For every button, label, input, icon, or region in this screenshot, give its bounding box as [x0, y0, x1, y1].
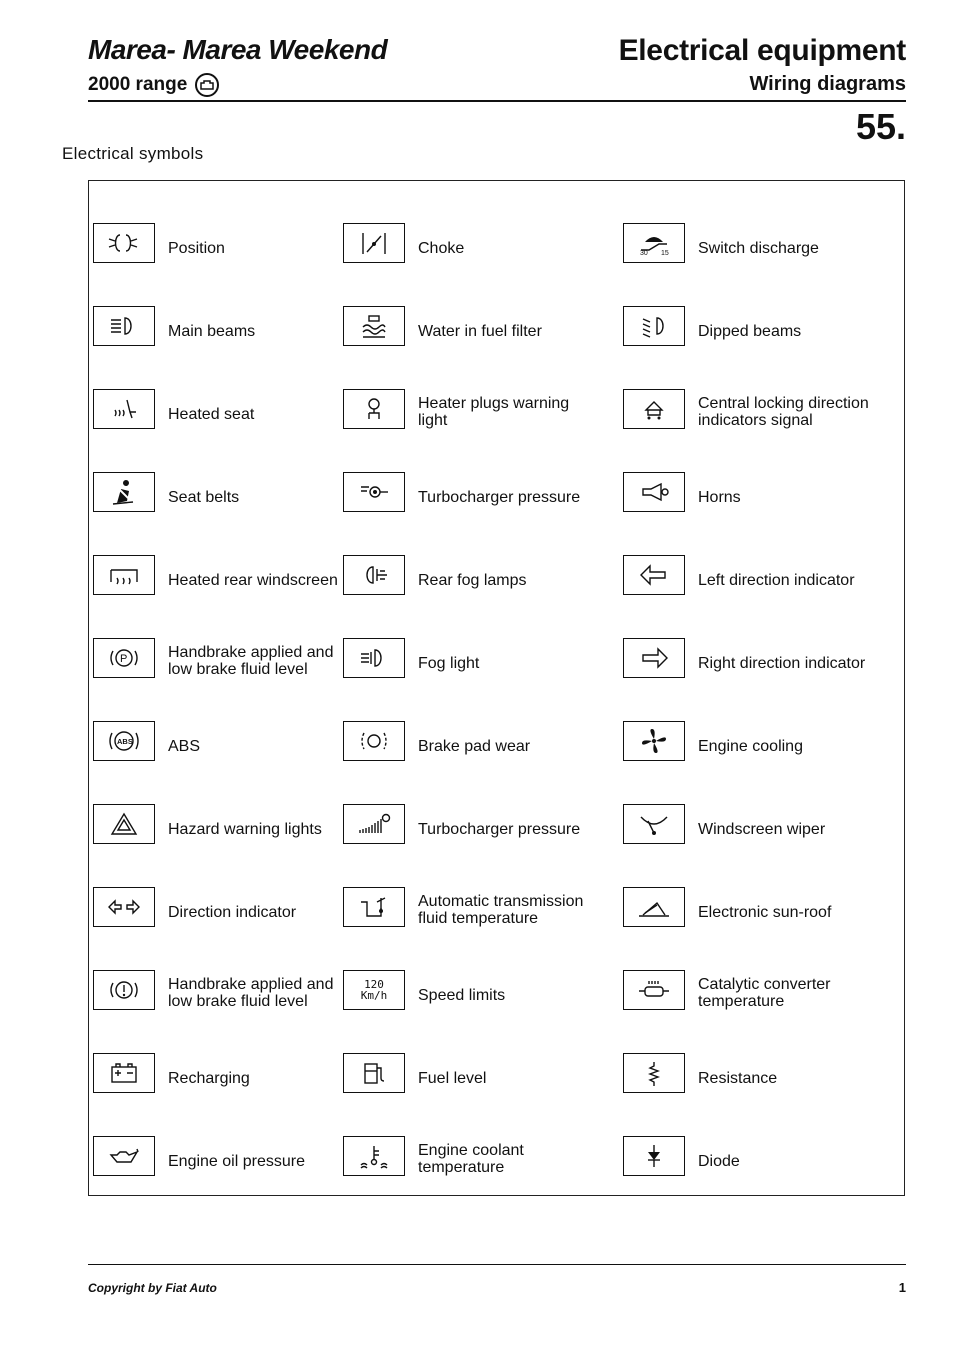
header-subtitle-right: Wiring diagrams: [749, 73, 906, 95]
switch-discharge-icon: [623, 223, 685, 263]
symbol-label: Recharging: [168, 1070, 250, 1087]
symbol-label: Brake pad wear: [418, 738, 531, 755]
symbols-table: [88, 180, 905, 1196]
symbol-row: [89, 958, 904, 1041]
svg-text:15: 15: [661, 250, 669, 256]
wiper-icon: [623, 804, 685, 844]
header-title-left: Marea- Marea Weekend: [88, 34, 388, 65]
page-section-number: 55.: [855, 106, 906, 147]
symbol-row: [89, 792, 904, 875]
symbol-label: Handbrake applied and low brake fluid level: [168, 976, 334, 1010]
symbol-label: Hazard warning lights: [168, 821, 322, 838]
header-title-right: Electrical equipment: [618, 34, 906, 67]
symbol-label: Windscreen wiper: [698, 821, 826, 838]
section-title: Electrical symbols: [62, 144, 204, 163]
heated-seat-icon: [93, 389, 155, 429]
symbol-label: Left direction indicator: [698, 572, 855, 589]
central-locking-icon: [623, 389, 685, 429]
symbol-label: Choke: [418, 240, 465, 257]
engine-badge-icon: [195, 73, 219, 97]
symbol-label: Heated seat: [168, 406, 255, 423]
left-arrow-icon: [623, 555, 685, 595]
rear-fog-icon: [343, 555, 405, 595]
svg-text:P: P: [120, 653, 128, 665]
symbol-label: Dipped beams: [698, 323, 802, 340]
symbol-label: Resistance: [698, 1070, 778, 1087]
symbol-label: Fuel level: [418, 1070, 487, 1087]
catalytic-icon: [623, 970, 685, 1010]
resistor-icon: [623, 1053, 685, 1093]
direction-arrows-icon: [93, 887, 155, 927]
symbol-label: Heater plugs warning light: [418, 395, 570, 429]
symbol-label: Handbrake applied and low brake fluid level: [168, 644, 334, 678]
symbol-row: [89, 294, 904, 377]
symbol-label: Switch discharge: [698, 240, 819, 257]
symbol-row: [89, 460, 904, 543]
turbo-gauge-icon: [343, 804, 405, 844]
range-line: [88, 73, 219, 97]
symbol-label: Position: [168, 240, 225, 257]
symbol-label: Automatic transmission fluid temperature: [418, 893, 584, 927]
diode-icon: [623, 1136, 685, 1176]
water-fuel-filter-icon: [343, 306, 405, 346]
transmission-temp-icon: [343, 887, 405, 927]
seat-belt-icon: [93, 472, 155, 512]
fuel-pump-icon: [343, 1053, 405, 1093]
symbol-label: Right direction indicator: [698, 655, 866, 672]
hazard-icon: [93, 804, 155, 844]
svg-text:30: 30: [640, 250, 648, 256]
symbol-label: Main beams: [168, 323, 256, 340]
symbol-row: [89, 1124, 904, 1207]
footer-copyright: Copyright by Fiat Auto: [88, 1281, 217, 1295]
footer-rule: [88, 1264, 906, 1265]
symbol-label: Heated rear windscreen: [168, 572, 338, 589]
choke-icon: [343, 223, 405, 263]
speed-limit-icon: [343, 970, 405, 1010]
rear-defrost-icon: [93, 555, 155, 595]
symbol-label: Seat belts: [168, 489, 240, 506]
symbol-label: Fog light: [418, 655, 480, 672]
svg-text:ABS: ABS: [117, 737, 133, 746]
symbol-label: ABS: [168, 738, 201, 755]
sunroof-icon: [623, 887, 685, 927]
abs-icon: [93, 721, 155, 761]
fan-icon: [623, 721, 685, 761]
symbol-label: Turbocharger pressure: [418, 489, 581, 506]
symbol-row: [89, 211, 904, 294]
symbol-row: [89, 709, 904, 792]
heater-plug-icon: [343, 389, 405, 429]
range-label: 2000 range: [88, 74, 188, 95]
battery-icon: [93, 1053, 155, 1093]
symbol-row: [89, 543, 904, 626]
symbol-label: Catalytic converter temperature: [698, 976, 831, 1010]
symbol-row: [89, 377, 904, 460]
fog-light-icon: [343, 638, 405, 678]
symbol-label: Horns: [698, 489, 741, 506]
symbol-label: Direction indicator: [168, 904, 297, 921]
oil-can-icon: [93, 1136, 155, 1176]
horn-icon: [623, 472, 685, 512]
symbol-label: Rear fog lamps: [418, 572, 527, 589]
symbol-label: Central locking direction indicators signal: [698, 395, 869, 429]
symbol-row: [89, 875, 904, 958]
symbol-row: [89, 1041, 904, 1124]
handbrake-p-icon: [93, 638, 155, 678]
dipped-beam-icon: [623, 306, 685, 346]
symbol-label: Engine cooling: [698, 738, 803, 755]
symbol-label: Engine coolant temperature: [418, 1142, 524, 1176]
coolant-temp-icon: [343, 1136, 405, 1176]
symbol-label: Water in fuel filter: [418, 323, 542, 340]
symbol-label: Diode: [698, 1153, 740, 1170]
brake-pad-icon: [343, 721, 405, 761]
right-arrow-icon: [623, 638, 685, 678]
symbol-label: Electronic sun-roof: [698, 904, 832, 921]
symbol-row: [89, 626, 904, 709]
turbocharger-icon: [343, 472, 405, 512]
main-beam-icon: [93, 306, 155, 346]
symbol-label: Engine oil pressure: [168, 1153, 305, 1170]
header-rule: [88, 100, 906, 102]
brake-warning-icon: [93, 970, 155, 1010]
symbol-label: Speed limits: [418, 987, 506, 1004]
symbol-text: 120 Km/h: [360, 978, 388, 1002]
position-lamp-icon: [93, 223, 155, 263]
footer-page-number: 1: [898, 1280, 906, 1295]
symbol-label: Turbocharger pressure: [418, 821, 581, 838]
